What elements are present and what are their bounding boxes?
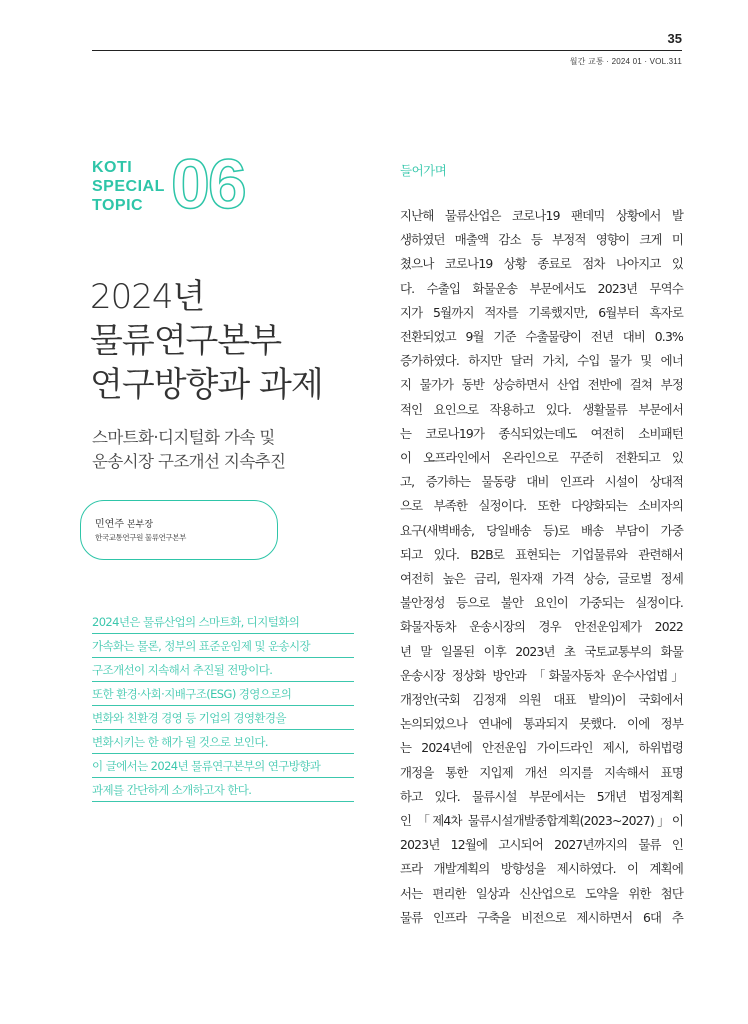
body-line: 운송시장 정상화 방안과 「화물자동차 운수사업법」 (400, 667, 683, 683)
series-number: 06 (171, 145, 245, 223)
article-subtitle (92, 426, 285, 474)
page-number: 35 (667, 31, 682, 46)
abstract-line: 과제를 간단하게 소개하고자 한다. (92, 778, 354, 802)
header-rule (92, 50, 682, 51)
author-role: 본부장 (126, 520, 154, 530)
title-line: 2024년 (90, 277, 205, 317)
abstract-line: 2024년은 물류산업의 스마트화, 디지털화의 (92, 610, 354, 634)
body-line: 지 물가가 동반 상승하면서 산업 전반에 걸쳐 부정 (400, 377, 683, 393)
body-line: 인 「제4차 물류시설개발종합계획(2023~2027)」이 (400, 813, 683, 829)
author-name: 민연주 (95, 519, 124, 530)
body-line: 생하였던 매출액 감소 등 부정적 영향이 크게 미 (400, 232, 683, 248)
abstract-line: 변화와 친환경 경영 등 기업의 경영환경을 (92, 706, 354, 730)
body-line: 이 오프라인에서 온라인으로 꾸준히 전환되고 있 (400, 450, 683, 466)
body-line: 쳤으나 코로나19 상황 종료로 점차 나아지고 있 (400, 256, 683, 272)
body-line: 고, 증가하는 물동량 대비 인프라 시설이 상대적 (400, 474, 683, 490)
body-line: 전환되었고 9월 기준 수출물량이 전년 대비 0.3% (400, 329, 683, 345)
title-line: 연구방향과 과제 (90, 365, 323, 405)
series-label-line: TOPIC (92, 197, 144, 214)
body-line: 년 말 일몰된 이후 2023년 초 국토교통부의 화물 (400, 643, 683, 659)
abstract-line: 변화시키는 한 해가 될 것으로 보인다. (92, 730, 354, 754)
body-line: 요구(새벽배송, 당일배송 등)로 배송 부담이 가중 (400, 522, 683, 538)
body-line: 2023년 12월에 고시되어 2027년까지의 물류 인 (400, 837, 683, 853)
body-line: 물류 인프라 구축을 비전으로 제시하면서 6대 추 (400, 909, 683, 925)
body-line: 서는 편리한 일상과 신산업으로 도약을 위한 첨단 (400, 885, 683, 901)
abstract-line: 가속화는 물론, 정부의 표준운임제 및 운송시장 (92, 634, 354, 658)
body-line: 되고 있다. B2B로 표현되는 기업물류와 관련해서 (400, 546, 683, 562)
journal-info: 월간 교통 · 2024 01 · VOL.311 (569, 57, 682, 66)
body-line: 프라 개발계획의 방향성을 제시하였다. 이 계획에 (400, 861, 683, 877)
abstract-line: 구조개선이 지속해서 추진될 전망이다. (92, 658, 354, 682)
body-line: 증가하였다. 하지만 달러 가치, 수입 물가 및 에너 (400, 353, 683, 369)
series-label (92, 158, 165, 215)
body-line: 지난해 물류산업은 코로나19 팬데믹 상황에서 발 (400, 208, 683, 223)
author-box (80, 500, 278, 560)
body-line: 는 코로나19가 종식되었는데도 여전히 소비패턴 (400, 425, 683, 441)
subtitle-line: 스마트화·디지털화 가속 및 (92, 428, 275, 447)
body-line: 여전히 높은 금리, 원자재 가격 상승, 글로벌 정세 (400, 571, 683, 587)
body-line: 적인 요인으로 작용하고 있다. 생활물류 부문에서 (400, 401, 683, 417)
title-line: 물류연구본부 (90, 321, 282, 361)
abstract-line: 이 글에서는 2024년 물류연구본부의 연구방향과 (92, 754, 354, 778)
abstract-line: 또한 환경·사회·지배구조(ESG) 경영으로의 (92, 682, 354, 706)
body-line: 다. 수출입 화물운송 부문에서도 2023년 무역수 (400, 280, 683, 296)
body-line: 개정을 통한 지입제 개선 의지를 지속해서 표명 (400, 764, 683, 780)
body-line: 지가 5월까지 적자를 기록했지만, 6월부터 흑자로 (400, 304, 683, 320)
subtitle-line: 운송시장 구조개선 지속추진 (92, 452, 286, 471)
body-line: 는 2024년에 안전운임 가이드라인 제시, 하위법령 (400, 740, 683, 756)
series-label-line: SPECIAL (92, 178, 165, 195)
body-line: 하고 있다. 물류시설 부문에서는 5개년 법정계획 (400, 788, 683, 804)
series-label-line: KOTI (92, 159, 133, 176)
article-title (90, 275, 360, 407)
body-line: 으로 부족한 실정이다. 또한 다양화되는 소비자의 (400, 498, 683, 514)
body-line: 개정안(국회 김정재 의원 대표 발의)이 국회에서 (400, 692, 683, 708)
body-line: 불안정성 등으로 불안 요인이 가중되는 실정이다. (400, 595, 683, 611)
abstract (92, 610, 354, 802)
section-body (400, 204, 683, 930)
section-heading: 들어가며 (400, 163, 447, 178)
body-line: 화물자동차 운송시장의 경우 안전운임제가 2022 (400, 619, 683, 635)
body-line: 논의되었으나 연내에 통과되지 못했다. 이에 정부 (400, 716, 683, 732)
author-organization: 한국교통연구원 물류연구본부 (95, 533, 186, 542)
author-name-line (95, 515, 153, 530)
